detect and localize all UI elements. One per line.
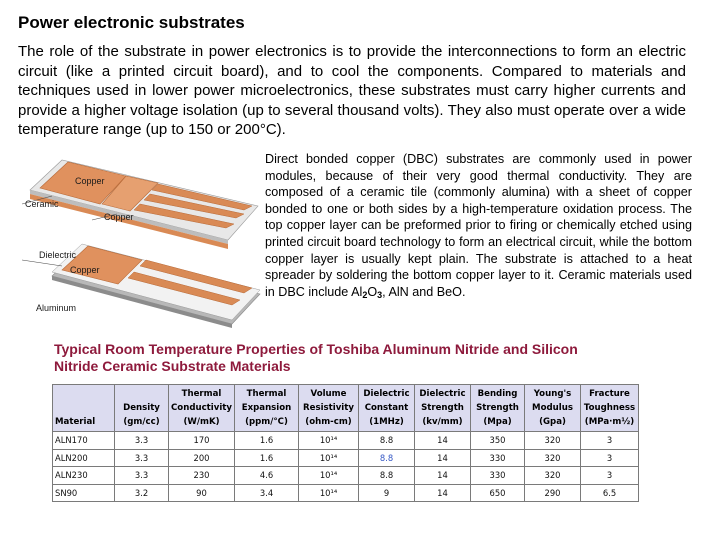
table-row (53, 467, 639, 485)
header-fracture-toughness: Fracture Toughness (MPa·m½) (581, 385, 639, 432)
table-header-row (53, 385, 639, 432)
table-cell: 200 (169, 449, 235, 467)
table-title: Typical Room Temperature Properties of Toshiba Aluminum Nitride and Silicon Nitride Ceramic Substrate Materials (54, 341, 578, 374)
table-cell: 90 (169, 484, 235, 502)
table-cell: 14 (415, 467, 471, 485)
dbc-text-o: O (367, 284, 378, 299)
table-cell: 3 (581, 467, 639, 485)
table-cell: 330 (471, 467, 525, 485)
table-cell: 3 (581, 432, 639, 450)
table-cell: 170 (169, 432, 235, 450)
table-cell: ALN170 (53, 432, 115, 450)
table-cell: 3.3 (115, 449, 169, 467)
table-cell: 650 (471, 484, 525, 502)
dbc-paragraph (265, 151, 692, 303)
header-thermal-conductivity: Thermal Conductivity (W/mK) (169, 385, 235, 432)
table-cell: SN90 (53, 484, 115, 502)
label-copper-top: Copper (75, 176, 105, 186)
header-thermal-expansion: Thermal Expansion (ppm/°C) (235, 385, 299, 432)
table-cell: 320 (525, 432, 581, 450)
label-ceramic: Ceramic (25, 199, 59, 209)
table-cell: 14 (415, 449, 471, 467)
label-dielectric: Dielectric (39, 250, 77, 260)
table-cell: 10¹⁴ (299, 467, 359, 485)
table-cell: 9 (359, 484, 415, 502)
intro-paragraph: The role of the substrate in power electronics is to provide the interconnections to form an electric circuit (like a printed circuit board), and to cool the components. Compared to materials and techniques used in lower power microelectronics, these substrates must carry higher currents and provide a higher voltage isolation (up to several thousand volts). They also must operate over a wide temperature range (up to 150 or 200°C). (18, 43, 686, 139)
header-youngs-modulus: Young's Modulus (Gpa) (525, 385, 581, 432)
table-row (53, 484, 639, 502)
table-cell: 14 (415, 484, 471, 502)
dbc-text-main: Direct bonded copper (DBC) substrates are commonly used in power modules, because of their very good thermal conductivity. They are composed of a ceramic tile (commonly alumina) with a sheet of copper bonded to one or both sides by a high-temperature oxidation process. The top copper layer can be preformed prior to firing or chemically etched using printed circuit board technology to form an electrical circuit, while the bottom copper layer is usually kept plain. The substrate is attached to a heat spreader by soldering the bottom copper layer to it. Ceramic materials used in DBC include Al (265, 152, 692, 299)
table-cell: 10¹⁴ (299, 449, 359, 467)
table-cell: 3.4 (235, 484, 299, 502)
header-dielectric-constant: Dielectric Constant (1MHz) (359, 385, 415, 432)
subscript-2: 2 (362, 289, 368, 300)
header-dielectric-strength: Dielectric Strength (kv/mm) (415, 385, 471, 432)
table-cell: 230 (169, 467, 235, 485)
label-copper-lower: Copper (70, 265, 100, 275)
table-cell: 8.8 (359, 432, 415, 450)
table-cell: 1.6 (235, 449, 299, 467)
table-cell: 320 (525, 467, 581, 485)
subscript-3: 3 (377, 289, 383, 300)
table-cell: ALN230 (53, 467, 115, 485)
table-cell: 10¹⁴ (299, 432, 359, 450)
table-cell: 8.8 (359, 467, 415, 485)
label-copper-under: Copper (104, 212, 134, 222)
header-bending-strength: Bending Strength (Mpa) (471, 385, 525, 432)
table-cell: 3 (581, 449, 639, 467)
table-cell: 3.2 (115, 484, 169, 502)
table-row (53, 449, 639, 467)
table-cell: 3.3 (115, 467, 169, 485)
table-cell: 320 (525, 449, 581, 467)
header-volume-resistivity: Volume Resistivity (ohm-cm) (299, 385, 359, 432)
dbc-text-end: , AlN and BeO. (382, 284, 466, 299)
table-cell: 3.3 (115, 432, 169, 450)
table-cell: 1.6 (235, 432, 299, 450)
page-title: Power electronic substrates (18, 13, 245, 32)
table-cell: 8.8 (359, 449, 415, 467)
table-cell: ALN200 (53, 449, 115, 467)
table-cell: 4.6 (235, 467, 299, 485)
label-aluminum: Aluminum (36, 303, 77, 313)
table-cell: 330 (471, 449, 525, 467)
table-row (53, 432, 639, 450)
header-density: Density (gm/cc) (115, 385, 169, 432)
table-cell: 350 (471, 432, 525, 450)
substrate-diagram (22, 148, 262, 328)
table-cell: 6.5 (581, 484, 639, 502)
header-material: Material (53, 385, 115, 432)
properties-table-wrapper (52, 384, 638, 516)
table-cell: 290 (525, 484, 581, 502)
table-cell: 10¹⁴ (299, 484, 359, 502)
properties-table (52, 384, 639, 502)
table-cell: 14 (415, 432, 471, 450)
